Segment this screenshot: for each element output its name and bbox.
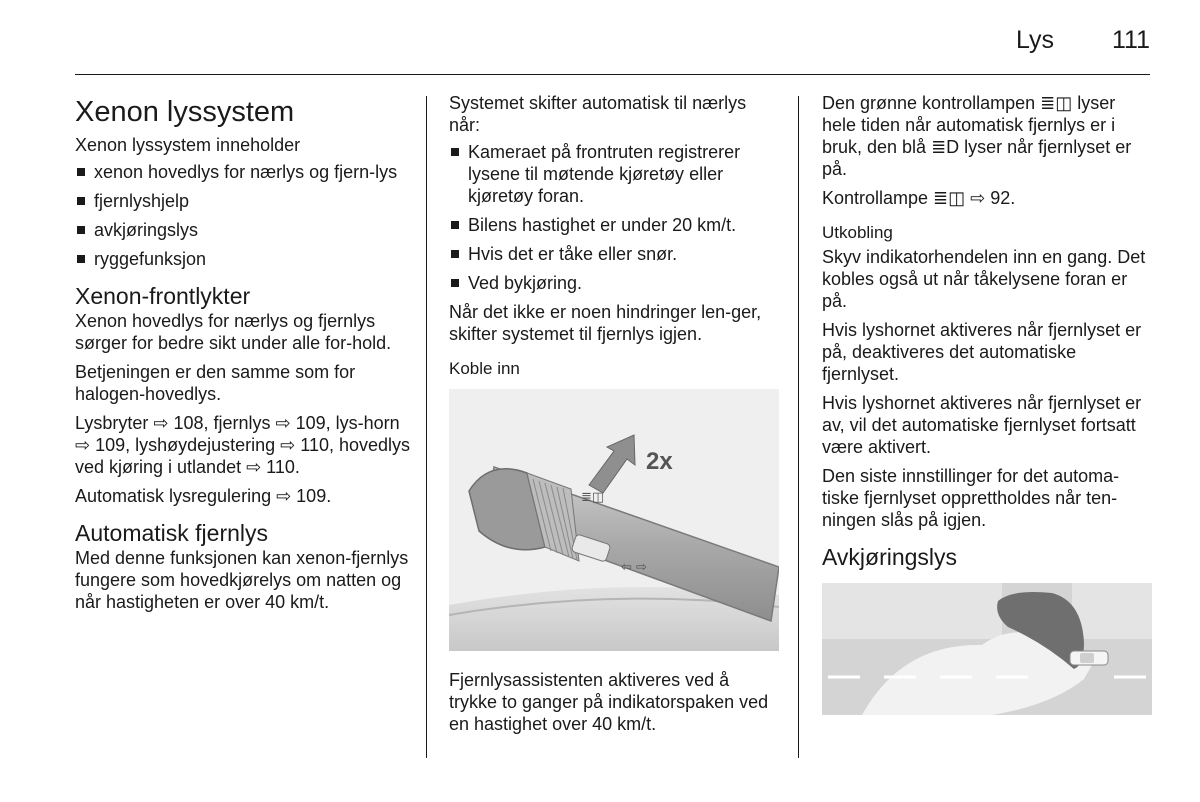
- indicator-stalk-drawing: [449, 389, 779, 651]
- indicator-stalk-illustration: [449, 389, 779, 651]
- feature-list: [75, 161, 410, 270]
- paragraph: Hvis lyshornet aktiveres når fjernlyset er på, deaktiveres det automatiske fjernlyset.: [822, 320, 1142, 384]
- subheading-xenon-frontlykter: Xenon-frontlykter: [75, 283, 251, 309]
- condition-list: [449, 141, 779, 294]
- list-item: Bilens hastighet er under 20 km/t.: [449, 214, 779, 236]
- paragraph: Når det ikke er noen hindringer len-ger, skifter systemet til fjernlys igjen.: [449, 302, 762, 344]
- subheading-automatisk-fjernlys: Automatisk fjernlys: [75, 520, 269, 546]
- paragraph-control-lamp: Den grønne kontrollampen ≣◫ lyser hele tiden når automatisk fjernlys er i bruk, den blå ≣D lyser når fjernlyset er på.: [822, 93, 1132, 179]
- paragraph: Med denne funksjonen kan xenon-fjernlys fungere som hovedkjørelys om natten og når hastigheten er over 40 km/t.: [75, 548, 409, 612]
- list-item: ryggefunksjon: [75, 248, 410, 270]
- section-heading-xenon: Xenon lyssystem: [75, 96, 295, 128]
- exit-light-illustration: [822, 583, 1152, 715]
- list-item: Ved bykjøring.: [449, 272, 779, 294]
- svg-text:≣◫: ≣◫: [581, 490, 605, 505]
- list-item: Hvis det er tåke eller snør.: [449, 243, 779, 265]
- paragraph-cross-reference: Automatisk lysregulering ⇨ 109.: [75, 486, 332, 506]
- intro-text: Xenon lyssystem inneholder: [75, 135, 301, 155]
- paragraph: Betjeningen er den samme som for halogen-hovedlys.: [75, 362, 356, 404]
- paragraph: Fjernlysassistenten aktiveres ved å trykke to ganger på indikatorspaken ved en hastighet over 40 km/t.: [449, 670, 769, 734]
- list-item: avkjøringslys: [75, 219, 410, 241]
- column-1: [75, 92, 410, 620]
- svg-text:⇦ ⇨: ⇦ ⇨: [621, 560, 647, 575]
- column-2: [449, 92, 779, 742]
- road-beam-diagram: [822, 583, 1152, 715]
- column-divider-2: [798, 96, 799, 758]
- paragraph: Systemet skifter automatisk til nærlys når:: [449, 93, 747, 135]
- subheading-utkobling: Utkobling: [822, 223, 893, 242]
- list-item: fjernlyshjelp: [75, 190, 410, 212]
- paragraph-cross-reference: Kontrollampe ≣◫ ⇨ 92.: [822, 188, 1016, 208]
- paragraph: Hvis lyshornet aktiveres når fjernlyset er av, vil det automatiske fjernlyset fortsatt være aktivert.: [822, 393, 1142, 457]
- subheading-koble-inn: Koble inn: [449, 359, 520, 378]
- header-rule: [75, 74, 1150, 75]
- section-title: Lys: [1016, 26, 1054, 54]
- paragraph-cross-references: Lysbryter ⇨ 108, fjernlys ⇨ 109, lys-horn ⇨ 109, lyshøydejustering ⇨ 110, hovedlys ved kjøring i utlandet ⇨ 110.: [75, 413, 411, 477]
- subheading-avkjoringslys: Avkjøringslys: [822, 544, 958, 570]
- figure-label-2x: 2x: [646, 448, 673, 475]
- paragraph: Xenon hovedlys for nærlys og fjernlys sørger for bedre sikt under alle for-hold.: [75, 311, 392, 353]
- column-3: [822, 92, 1152, 715]
- page-number: 111: [1111, 26, 1150, 54]
- list-item: xenon hovedlys for nærlys og fjern-lys: [75, 161, 410, 183]
- list-item: Kameraet på frontruten registrerer lysene til møtende kjøretøy eller kjøretøy foran.: [449, 141, 779, 207]
- paragraph: Skyv indikatorhendelen inn en gang. Det kobles også ut når tåkelysene foran er på.: [822, 247, 1146, 311]
- column-divider-1: [426, 96, 427, 758]
- paragraph: Den siste innstillinger for det automa-tiske fjernlyset opprettholdes når ten-ningen slås på igjen.: [822, 466, 1120, 530]
